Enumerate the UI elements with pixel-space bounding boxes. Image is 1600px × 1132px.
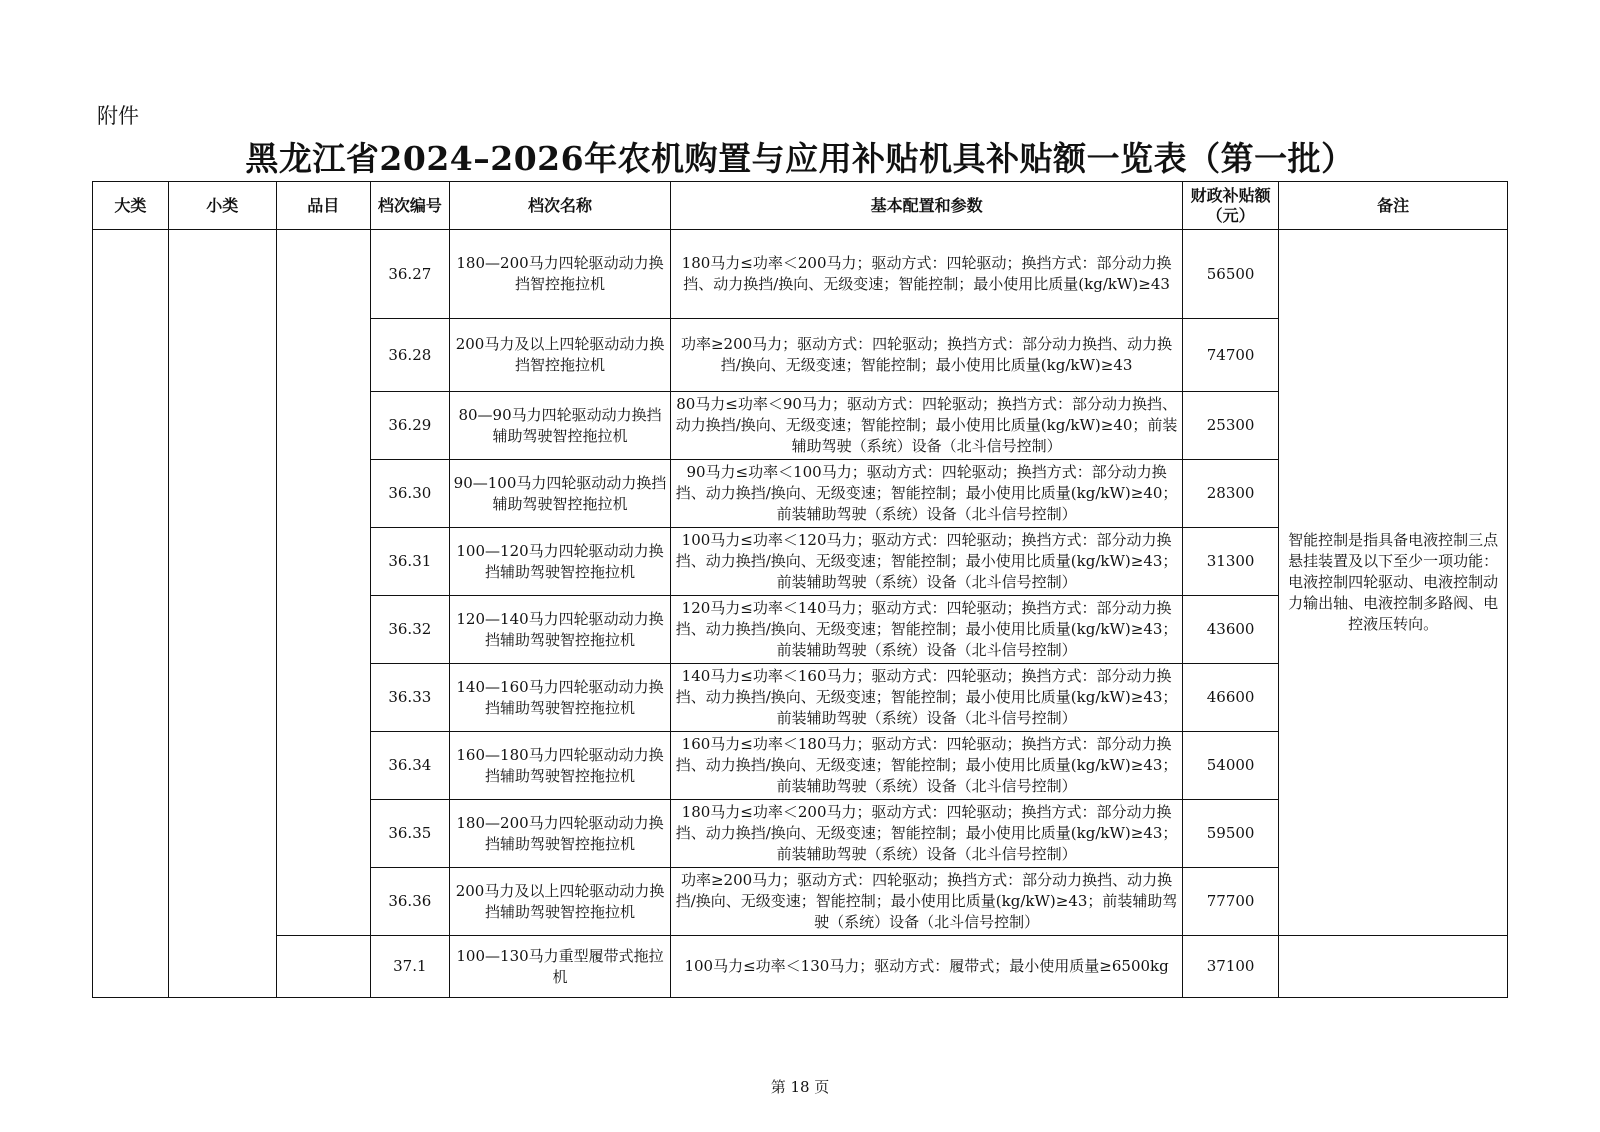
grade-name: 100—130马力重型履带式拖拉机 — [449, 936, 670, 998]
subsidy-amount: 31300 — [1182, 528, 1278, 596]
grade-spec: 90马力≤功率＜100马力；驱动方式：四轮驱动；换挡方式：部分动力换挡、动力换挡/换向、无级变速；智能控制；最小使用比质量(kg/kW)≥40；前装辅助驾驶（系统）设备（北斗信号控制） — [671, 460, 1183, 528]
header-config: 基本配置和参数 — [671, 182, 1183, 230]
grade-spec: 100马力≤功率＜120马力；驱动方式：四轮驱动；换挡方式：部分动力换挡、动力换挡/换向、无级变速；智能控制；最小使用比质量(kg/kW)≥43；前装辅助驾驶（系统）设备（北斗信号控制） — [671, 528, 1183, 596]
grade-code: 36.32 — [370, 596, 449, 664]
header-grade-no: 档次编号 — [370, 182, 449, 230]
grade-name: 90—100马力四轮驱动动力换挡辅助驾驶智控拖拉机 — [449, 460, 670, 528]
grade-spec: 功率≥200马力；驱动方式：四轮驱动；换挡方式：部分动力换挡、动力换挡/换向、无级变速；智能控制；最小使用比质量(kg/kW)≥43；前装辅助驾驶（系统）设备（北斗信号控制） — [671, 868, 1183, 936]
grade-spec: 120马力≤功率＜140马力；驱动方式：四轮驱动；换挡方式：部分动力换挡、动力换挡/换向、无级变速；智能控制；最小使用比质量(kg/kW)≥43；前装辅助驾驶（系统）设备（北斗信号控制） — [671, 596, 1183, 664]
page-title: 黑龙江省2024–2026年农机购置与应用补贴机具补贴额一览表（第一批） — [245, 139, 1355, 178]
subsidy-amount: 56500 — [1182, 230, 1278, 319]
item-cell — [276, 936, 370, 998]
grade-name: 180—200马力四轮驱动动力换挡智控拖拉机 — [449, 230, 670, 319]
grade-code: 36.28 — [370, 319, 449, 392]
header-grade-name: 档次名称 — [449, 182, 670, 230]
subsidy-amount: 54000 — [1182, 732, 1278, 800]
table-row — [93, 230, 1508, 319]
item-cell — [276, 230, 370, 936]
header-category: 大类 — [93, 182, 169, 230]
header-subcategory: 小类 — [168, 182, 276, 230]
category-cell — [93, 230, 169, 998]
grade-code: 36.31 — [370, 528, 449, 596]
page-number: 第 18 页 — [770, 1078, 830, 1096]
grade-name: 100—120马力四轮驱动动力换挡辅助驾驶智控拖拉机 — [449, 528, 670, 596]
table-header-row — [93, 182, 1508, 230]
grade-code: 36.36 — [370, 868, 449, 936]
remark-cell: 智能控制是指具备电液控制三点悬挂装置及以下至少一项功能：电液控制四轮驱动、电液控制动力输出轴、电液控制多路阀、电控液压转向。 — [1279, 230, 1508, 936]
grade-name: 200马力及以上四轮驱动动力换挡辅助驾驶智控拖拉机 — [449, 868, 670, 936]
grade-code: 36.27 — [370, 230, 449, 319]
subsidy-amount: 59500 — [1182, 800, 1278, 868]
subsidy-amount: 37100 — [1182, 936, 1278, 998]
grade-code: 36.30 — [370, 460, 449, 528]
annex-label: 附件 — [97, 104, 139, 128]
grade-code: 36.33 — [370, 664, 449, 732]
grade-spec: 180马力≤功率＜200马力；驱动方式：四轮驱动；换挡方式：部分动力换挡、动力换挡/换向、无级变速；智能控制；最小使用比质量(kg/kW)≥43；前装辅助驾驶（系统）设备（北斗信号控制） — [671, 800, 1183, 868]
subsidy-amount: 77700 — [1182, 868, 1278, 936]
grade-spec: 180马力≤功率＜200马力；驱动方式：四轮驱动；换挡方式：部分动力换挡、动力换挡/换向、无级变速；智能控制；最小使用比质量(kg/kW)≥43 — [671, 230, 1183, 319]
grade-name: 200马力及以上四轮驱动动力换挡智控拖拉机 — [449, 319, 670, 392]
subsidy-amount: 28300 — [1182, 460, 1278, 528]
subsidy-amount: 46600 — [1182, 664, 1278, 732]
grade-spec: 80马力≤功率＜90马力；驱动方式：四轮驱动；换挡方式：部分动力换挡、动力换挡/换向、无级变速；智能控制；最小使用比质量(kg/kW)≥40；前装辅助驾驶（系统）设备（北斗信号控制） — [671, 392, 1183, 460]
grade-spec: 功率≥200马力；驱动方式：四轮驱动；换挡方式：部分动力换挡、动力换挡/换向、无级变速；智能控制；最小使用比质量(kg/kW)≥43 — [671, 319, 1183, 392]
grade-spec: 140马力≤功率＜160马力；驱动方式：四轮驱动；换挡方式：部分动力换挡、动力换挡/换向、无级变速；智能控制；最小使用比质量(kg/kW)≥43；前装辅助驾驶（系统）设备（北斗信号控制） — [671, 664, 1183, 732]
grade-spec: 100马力≤功率＜130马力；驱动方式：履带式；最小使用质量≥6500kg — [671, 936, 1183, 998]
grade-code: 36.34 — [370, 732, 449, 800]
grade-name: 120—140马力四轮驱动动力换挡辅助驾驶智控拖拉机 — [449, 596, 670, 664]
header-subsidy: 财政补贴额（元） — [1182, 182, 1278, 230]
remark-cell — [1279, 936, 1508, 998]
grade-code: 36.29 — [370, 392, 449, 460]
subsidy-amount: 25300 — [1182, 392, 1278, 460]
grade-name: 160—180马力四轮驱动动力换挡辅助驾驶智控拖拉机 — [449, 732, 670, 800]
grade-code: 36.35 — [370, 800, 449, 868]
subsidy-amount: 74700 — [1182, 319, 1278, 392]
header-item: 品目 — [276, 182, 370, 230]
header-remark: 备注 — [1279, 182, 1508, 230]
grade-code: 37.1 — [370, 936, 449, 998]
table-row — [93, 936, 1508, 998]
subsidy-table — [92, 181, 1508, 998]
subsidy-amount: 43600 — [1182, 596, 1278, 664]
grade-name: 180—200马力四轮驱动动力换挡辅助驾驶智控拖拉机 — [449, 800, 670, 868]
grade-spec: 160马力≤功率＜180马力；驱动方式：四轮驱动；换挡方式：部分动力换挡、动力换挡/换向、无级变速；智能控制；最小使用比质量(kg/kW)≥43；前装辅助驾驶（系统）设备（北斗信号控制） — [671, 732, 1183, 800]
subcategory-cell — [168, 230, 276, 998]
grade-name: 140—160马力四轮驱动动力换挡辅助驾驶智控拖拉机 — [449, 664, 670, 732]
grade-name: 80—90马力四轮驱动动力换挡辅助驾驶智控拖拉机 — [449, 392, 670, 460]
